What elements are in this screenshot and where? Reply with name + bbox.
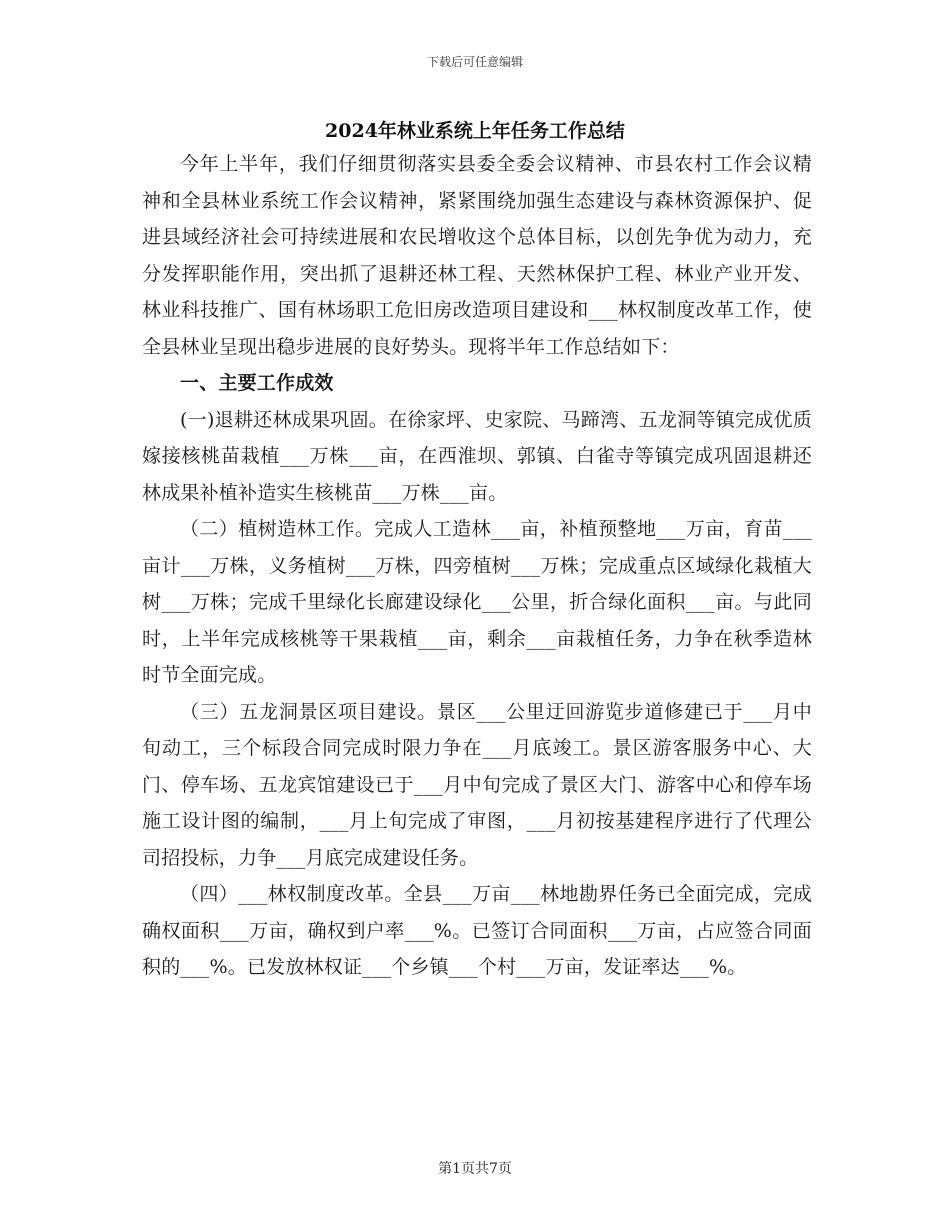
paragraph-afforestation: （二）植树造林工作。完成人工造林___亩，补植预整地___万亩，育苗___亩计___万株，义务植树___万株，四旁植树___万株；完成重点区域绿化栽植大树___万株；完成千里绿化长廊建设绿化___公里，折合绿化面积___亩。与此同时，上半年完成核桃等干果栽植___亩，剩余___亩栽植任务，力争在秋季造林时节全面完成。 xyxy=(142,518,812,686)
page-header-note: 下载后可任意编辑 xyxy=(426,55,523,69)
document-title: 2024年林业系统上年任务工作总结 xyxy=(325,120,625,142)
page-number-footer: 第1页共7页 xyxy=(438,1161,512,1177)
paragraph-scenic-area: （三）五龙洞景区项目建设。景区___公里迂回游览步道修建已于___月中旬动工，三个标段合同完成时限力争在___月底竣工。景区游客服务中心、大门、停车场、五龙宾馆建设已于___月中旬完成了景区大门、游客中心和停车场施工设计图的编制，___月上旬完成了审图，___月初按基建程序进行了代理公司招投标，力争___月底完成建设任务。 xyxy=(142,700,812,869)
paragraph-returning-farmland: (一)退耕还林成果巩固。在徐家坪、史家院、马蹄湾、五龙洞等镇完成优质嫁接核桃苗栽植___万株___亩，在西淮坝、郭镇、白雀寺等镇完成巩固退耕还林成果补植补造实生核桃苗___万株___亩。 xyxy=(142,408,812,504)
intro-paragraph: 今年上半年，我们仔细贯彻落实县委全委会议精神、市县农村工作会议精神和全县林业系统工作会议精神，紧紧围绕加强生态建设与森林资源保护、促进县域经济社会可持续进展和农民增收这个总体目标，以创先争优为动力，充分发挥职能作用，突出抓了退耕还林工程、天然林保护工程、林业产业开发、林业科技推广、国有林场职工危旧房改造项目建设和___林权制度改革工作，使全县林业呈现出稳步进展的良好势头。现将半年工作总结如下： xyxy=(142,153,812,358)
section-heading-main-results: 一、主要工作成效 xyxy=(180,372,334,394)
document-body xyxy=(142,146,812,986)
paragraph-forest-rights-reform: （四）___林权制度改革。全县___万亩___林地勘界任务已全面完成，完成确权面积___万亩，确权到户率___%。已签订合同面积___万亩，占应签合同面积的___%。已发放林权证___个乡镇___个村___万亩，发证率达___%。 xyxy=(142,883,812,978)
